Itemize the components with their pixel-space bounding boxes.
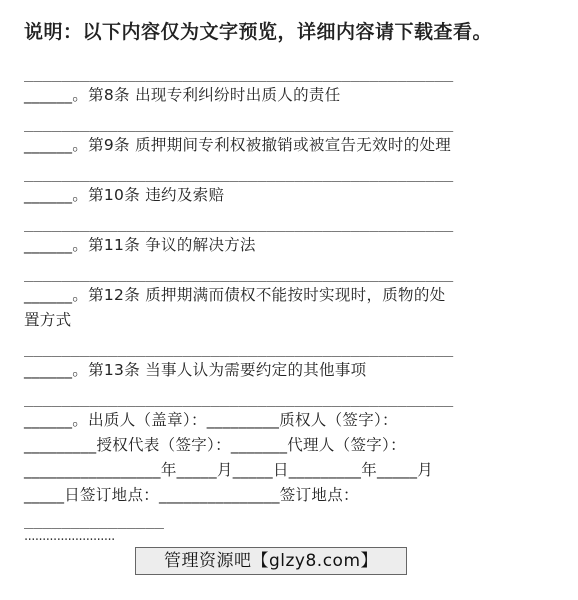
clause-13-line: ______。第13条 当事人认为需要约定的其他事项 [24,361,367,379]
underline-row: ______________________________________________ [24,64,454,82]
clause-10-line: ______。第10条 违约及索赔 [24,186,225,204]
site-banner-link[interactable]: 管理资源吧【glzy8.com】 [135,547,407,575]
clause-11-line: ______。第11条 争议的解决方法 [24,236,256,254]
underline-row: ______________________________________________ [24,214,454,232]
preview-notice: 说明：以下内容仅为文字预览，详细内容请下载查看。 [24,21,493,43]
underline-row: ______________________________________________ [24,339,454,357]
signature-line-representatives: _________授权代表（签字）：_______代理人（签字）： [24,436,406,454]
underline-row: ______________________________________________ [24,264,454,282]
clause-12-line: ______。第12条 质押期满而债权不能按时实现时，质物的处 [24,286,446,304]
signing-location-blank: _______________ [24,511,164,529]
underline-row: ______________________________________________ [24,389,454,407]
clause-9-line: ______。第9条 质押期间专利权被撤销或被宣告无效时的处理 [24,136,452,154]
signature-line-pledgor: ______。出质人（盖章）：_________质权人（签字）： [24,411,398,429]
signature-date-line: _________________年_____月_____日_________年_____月 [24,461,434,479]
clause-8-line: ______。第8条 出现专利纠纷时出质人的责任 [24,86,341,104]
underline-row: ______________________________________________ [24,114,454,132]
underline-row: ______________________________________________ [24,164,454,182]
dotted-separator: ························· [24,533,115,548]
clause-12-continuation: 置方式 [24,311,72,329]
signing-location-line: _____日签订地点：_______________签订地点： [24,486,359,504]
